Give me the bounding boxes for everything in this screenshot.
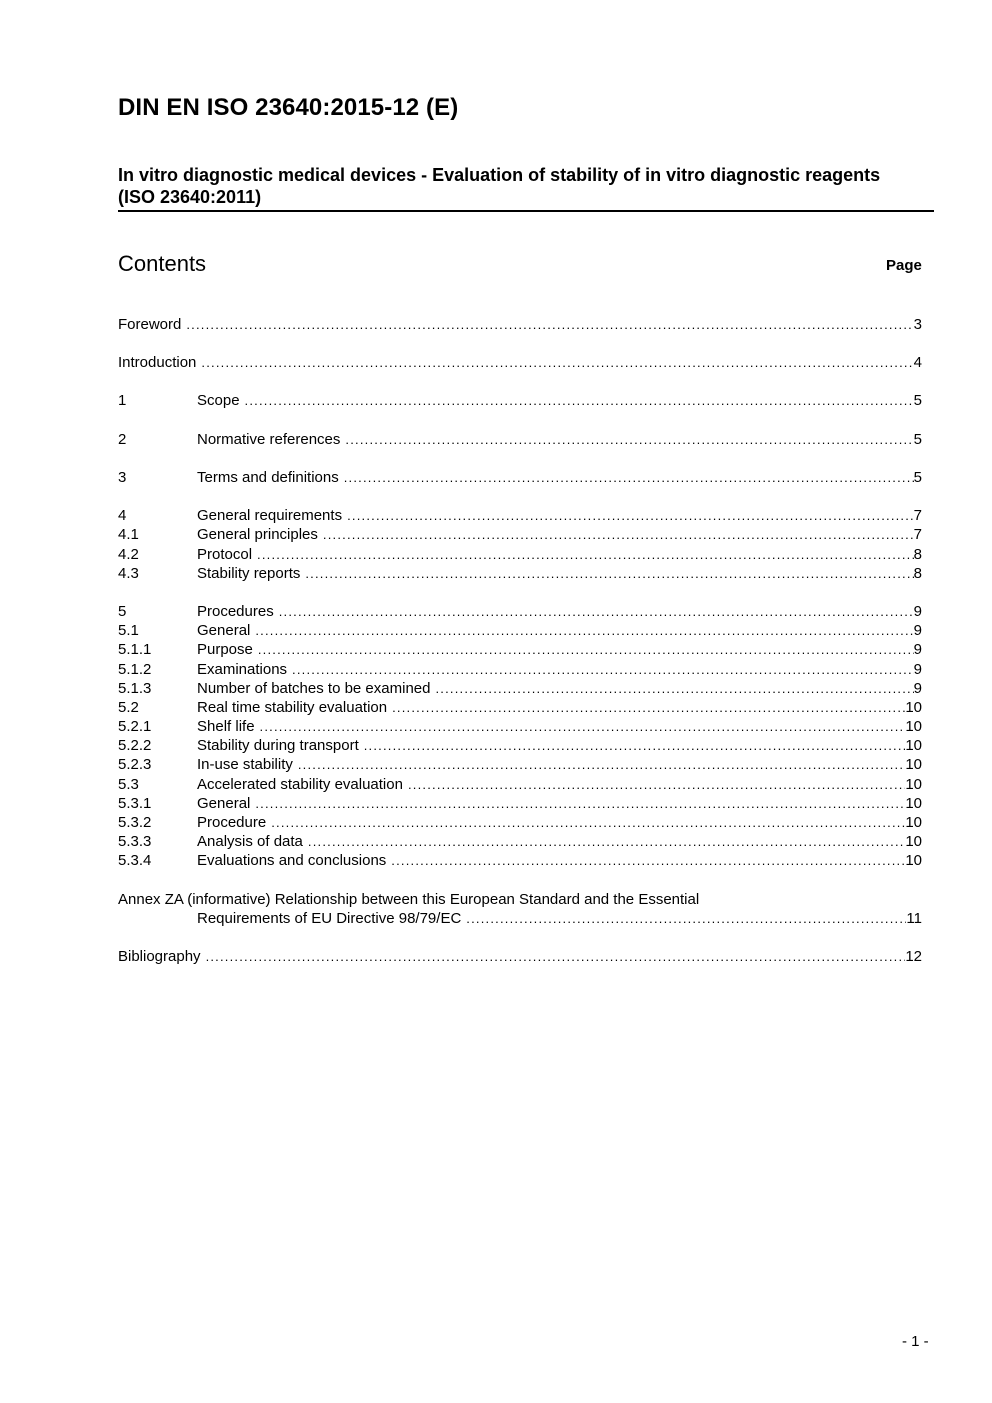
- toc-entry-page: 9: [913, 661, 922, 678]
- toc-entry-number: 4: [118, 507, 127, 524]
- toc-entry-label: Terms and definitions: [197, 469, 339, 486]
- toc-entry-number: 5: [118, 603, 127, 620]
- toc-entry-label: Bibliography: [118, 948, 201, 965]
- toc-entry-label: Evaluations and conclusions: [197, 852, 387, 869]
- toc-entry-number: 5.2.1: [118, 718, 152, 735]
- toc-entry-real-time-stability[interactable]: [118, 698, 922, 717]
- toc-leader: [305, 564, 913, 583]
- toc-leader: [201, 353, 913, 372]
- toc-entry-number: 5.1.2: [118, 661, 152, 678]
- toc-entry-normative-references[interactable]: [118, 430, 922, 449]
- toc-entry-number: 2: [118, 431, 127, 448]
- toc-entry-page: 4: [913, 354, 922, 371]
- toc-entry-page: 7: [913, 526, 922, 543]
- toc-entry-number: 5.2.3: [118, 756, 152, 773]
- toc-entry-accelerated-stability[interactable]: [118, 775, 922, 794]
- toc-entry-number: 5.1.1: [118, 641, 152, 658]
- toc-leader: [347, 506, 914, 525]
- toc-leader: [257, 545, 914, 564]
- toc-entry-introduction[interactable]: [118, 353, 922, 372]
- toc-entry-label: Requirements of EU Directive 98/79/EC: [197, 910, 462, 927]
- toc-entry-number: 5.3.1: [118, 795, 152, 812]
- toc-entry-label: Normative references: [197, 431, 341, 448]
- toc-leader: [206, 947, 906, 966]
- toc-leader: [466, 909, 906, 928]
- toc-entry-page: 10: [905, 852, 922, 869]
- toc-entry-evaluations-and-conclusions[interactable]: [118, 851, 922, 870]
- toc-entry-label: General: [197, 795, 251, 812]
- toc-entry-page: 9: [913, 680, 922, 697]
- toc-entry-number: 5.3.2: [118, 814, 152, 831]
- toc-entry-stability-reports[interactable]: [118, 564, 922, 583]
- toc-entry-label: General principles: [197, 526, 318, 543]
- toc-entry-number: 1: [118, 392, 127, 409]
- toc-entry-number: 5.1: [118, 622, 139, 639]
- toc-entry-number: 4.2: [118, 546, 139, 563]
- toc-entry-page: 9: [913, 622, 922, 639]
- toc-entry-label: Stability reports: [197, 565, 301, 582]
- toc-leader: [258, 640, 914, 659]
- toc-entry-page: 10: [905, 756, 922, 773]
- toc-entry-page: 10: [905, 776, 922, 793]
- toc-entry-annex-za[interactable]: [118, 909, 922, 928]
- toc-leader: [364, 736, 906, 755]
- toc-entry-number: 5.3.3: [118, 833, 152, 850]
- toc-entry-foreword[interactable]: [118, 315, 922, 334]
- toc-entry-label: Purpose: [197, 641, 253, 658]
- toc-leader: [271, 813, 905, 832]
- toc-leader: [308, 832, 905, 851]
- toc-entry-page: 5: [913, 469, 922, 486]
- toc-leader: [391, 851, 905, 870]
- toc-leader: [323, 525, 914, 544]
- toc-leader: [392, 698, 905, 717]
- toc-entry-label: Number of batches to be examined: [197, 680, 431, 697]
- toc-entry-page: 7: [913, 507, 922, 524]
- toc-entry-page: 11: [906, 910, 922, 927]
- toc-entry-page: 12: [905, 948, 922, 965]
- toc-entry-number: 3: [118, 469, 127, 486]
- toc-entry-scope[interactable]: [118, 391, 922, 410]
- toc-entry-page: 9: [913, 603, 922, 620]
- toc-leader: [279, 602, 914, 621]
- toc-leader: [255, 794, 905, 813]
- toc-entry-stability-during-transport[interactable]: [118, 736, 922, 755]
- toc-entry-label: Foreword: [118, 316, 182, 333]
- toc-entry-label: General: [197, 622, 251, 639]
- toc-entry-page: 10: [905, 833, 922, 850]
- toc-entry-page: 9: [913, 641, 922, 658]
- toc-entry-analysis-of-data[interactable]: [118, 832, 922, 851]
- toc-entry-procedures-general[interactable]: [118, 621, 922, 640]
- toc-entry-examinations[interactable]: [118, 660, 922, 679]
- toc-entry-number: 5.3.4: [118, 852, 152, 869]
- toc-entry-label: Scope: [197, 392, 240, 409]
- toc-entry-label: In-use stability: [197, 756, 293, 773]
- toc-leader: [260, 717, 906, 736]
- toc-entry-page: 10: [905, 814, 922, 831]
- toc-entry-shelf-life[interactable]: [118, 717, 922, 736]
- toc-entry-page: 10: [905, 718, 922, 735]
- toc-entry-protocol[interactable]: [118, 545, 922, 564]
- toc-entry-page: 10: [905, 795, 922, 812]
- toc-entry-page: 10: [905, 737, 922, 754]
- toc-leader: [245, 391, 914, 410]
- toc-entry-number: 4.3: [118, 565, 139, 582]
- toc-entry-label: Protocol: [197, 546, 253, 563]
- toc-leader: [186, 315, 913, 334]
- toc-entry-general-requirements[interactable]: [118, 506, 922, 525]
- toc-leader: [292, 660, 914, 679]
- toc-leader: [435, 679, 913, 698]
- toc-entry-label: Real time stability evaluation: [197, 699, 388, 716]
- toc-entry-number: 5.1.3: [118, 680, 152, 697]
- toc-entry-number: 5.2.2: [118, 737, 152, 754]
- toc-entry-page: 10: [905, 699, 922, 716]
- toc-entry-number: 5.2: [118, 699, 139, 716]
- toc-entry-label: Shelf life: [197, 718, 255, 735]
- toc-entry-page: 8: [913, 565, 922, 582]
- toc-entry-number: 5.3: [118, 776, 139, 793]
- toc-entry-in-use-stability[interactable]: [118, 755, 922, 774]
- toc-entry-general-principles[interactable]: [118, 525, 922, 544]
- toc-leader: [345, 430, 913, 449]
- toc-entry-number-of-batches[interactable]: [118, 679, 922, 698]
- toc-leader: [408, 775, 905, 794]
- page-column-heading: Page: [886, 257, 922, 274]
- toc-entry-accelerated-general[interactable]: [118, 794, 922, 813]
- toc-entry-page: 8: [913, 546, 922, 563]
- toc-entry-accelerated-procedure[interactable]: [118, 813, 922, 832]
- toc-entry-label: Accelerated stability evaluation: [197, 776, 403, 793]
- toc-entry-label: General requirements: [197, 507, 343, 524]
- toc-leader: [298, 755, 905, 774]
- toc-entry-label: Introduction: [118, 354, 197, 371]
- toc-entry-page: 3: [913, 316, 922, 333]
- toc-entry-bibliography[interactable]: [118, 947, 922, 966]
- document-title: DIN EN ISO 23640:2015-12 (E): [118, 94, 459, 121]
- toc-leader: [344, 468, 914, 487]
- toc-entry-label: Procedure: [197, 814, 267, 831]
- toc-entry-label: Analysis of data: [197, 833, 303, 850]
- contents-heading: Contents: [118, 251, 207, 276]
- toc-leader: [255, 621, 913, 640]
- toc-entry-terms-and-definitions[interactable]: [118, 468, 922, 487]
- toc-entry-purpose[interactable]: [118, 640, 922, 659]
- toc-entry-page: 5: [913, 392, 922, 409]
- toc-entry-label: Examinations: [197, 661, 288, 678]
- document-subtitle: In vitro diagnostic medical devices - Evaluation of stability of in vitro diagnostic reagents (ISO 23640:2011): [118, 165, 881, 207]
- toc-entry-label: Procedures: [197, 603, 274, 620]
- toc-entry-procedures[interactable]: [118, 602, 922, 621]
- page-number-footer: - 1 -: [902, 1333, 929, 1350]
- toc-entry-label: Stability during transport: [197, 737, 359, 754]
- toc-entry-page: 5: [913, 431, 922, 448]
- toc-entry-number: 4.1: [118, 526, 139, 543]
- toc-annex-title-line: Annex ZA (informative) Relationship between this European Standard and the Essential: [118, 891, 700, 908]
